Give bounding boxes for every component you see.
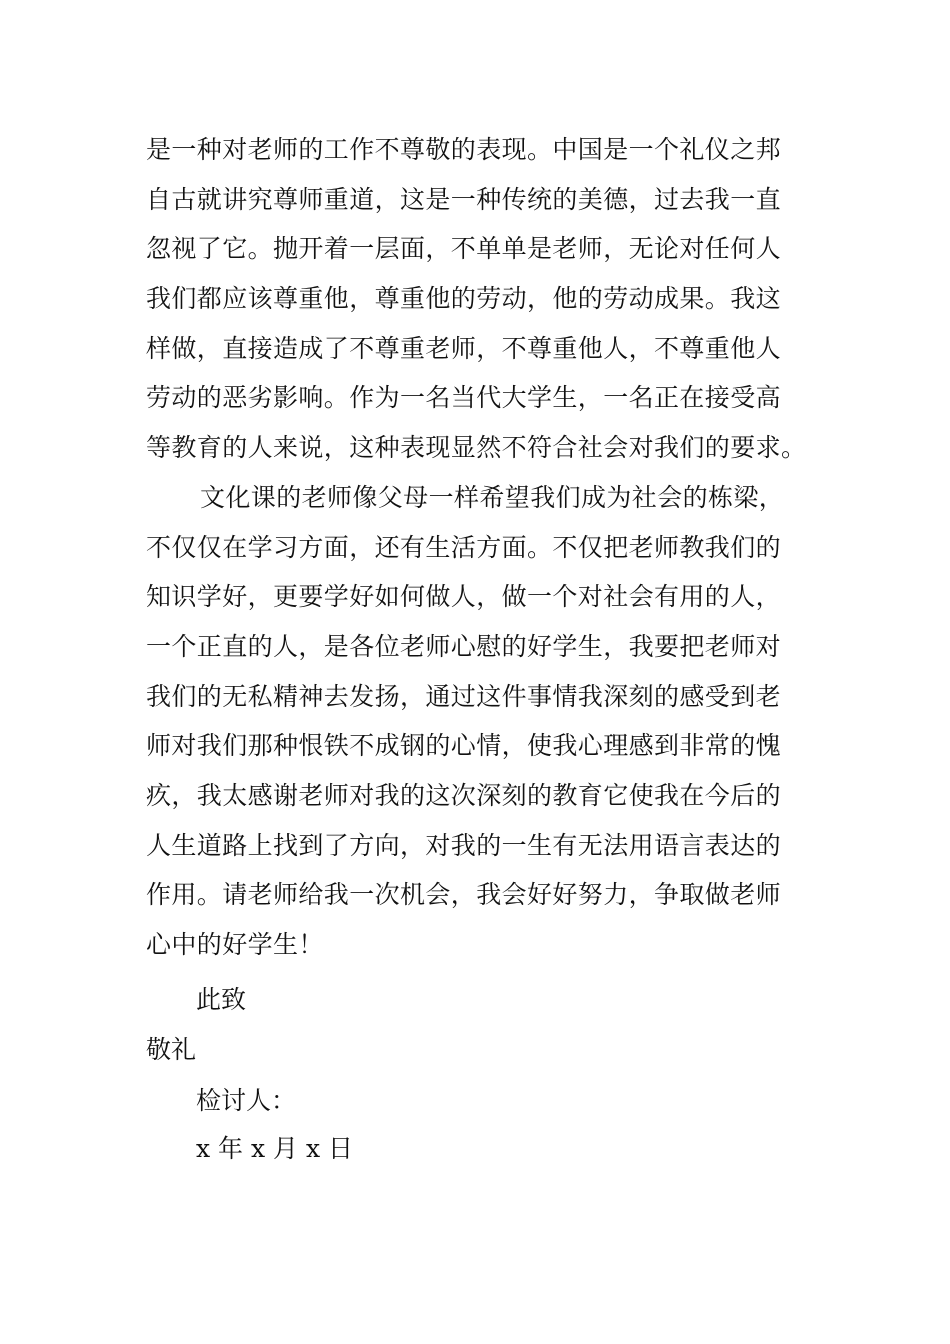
paragraph-2-line-10: 心中的好学生！ <box>146 930 324 959</box>
paragraph-2-line-2: 不仅仅在学习方面，还有生活方面。不仅把老师教我们的 <box>146 532 782 562</box>
signature-date: x 年 x 月 x 日 <box>196 1134 354 1163</box>
paragraph-2-line-3: 知识学好，更要学好如何做人，做一个对社会有用的人， <box>146 582 782 612</box>
closing-salutation: 此致 <box>196 985 247 1014</box>
paragraph-1-line-2: 自古就讲究尊师重道，这是一种传统的美德，过去我一直 <box>146 184 782 214</box>
paragraph-1-line-5: 样做，直接造成了不尊重老师，不尊重他人，不尊重他人 <box>146 333 782 363</box>
paragraph-2-line-6: 师对我们那种恨铁不成钢的心情，使我心理感到非常的愧 <box>146 731 782 761</box>
signer-label: 检讨人： <box>196 1086 297 1115</box>
paragraph-2-line-5: 我们的无私精神去发扬，通过这件事情我深刻的感受到老 <box>146 681 782 711</box>
paragraph-2-line-1: 文化课的老师像父母一样希望我们成为社会的栋梁， <box>200 482 785 512</box>
paragraph-2-line-8: 人生道路上找到了方向，对我的一生有无法用语言表达的 <box>146 830 782 860</box>
paragraph-2-line-7: 疚，我太感谢老师对我的这次深刻的教育它使我在今后的 <box>146 780 782 810</box>
paragraph-1-line-3: 忽视了它。抛开着一层面，不单单是老师，无论对任何人 <box>146 234 782 264</box>
paragraph-2-line-4: 一个正直的人，是各位老师心慰的好学生，我要把老师对 <box>146 631 782 661</box>
paragraph-1-line-6: 劳动的恶劣影响。作为一名当代大学生，一名正在接受高 <box>146 383 782 413</box>
closing-regards: 敬礼 <box>146 1035 197 1064</box>
letter-body <box>146 125 816 970</box>
paragraph-1-line-1: 是一种对老师的工作不尊敬的表现。中国是一个礼仪之邦 <box>146 135 782 164</box>
paragraph-1-line-4: 我们都应该尊重他，尊重他的劳动，他的劳动成果。我这 <box>146 284 782 314</box>
paragraph-1-line-7: 等教育的人来说，这种表现显然不符合社会对我们的要求。 <box>146 433 807 463</box>
paragraph-2-line-9: 作用。请老师给我一次机会，我会好好努力，争取做老师 <box>146 880 782 910</box>
